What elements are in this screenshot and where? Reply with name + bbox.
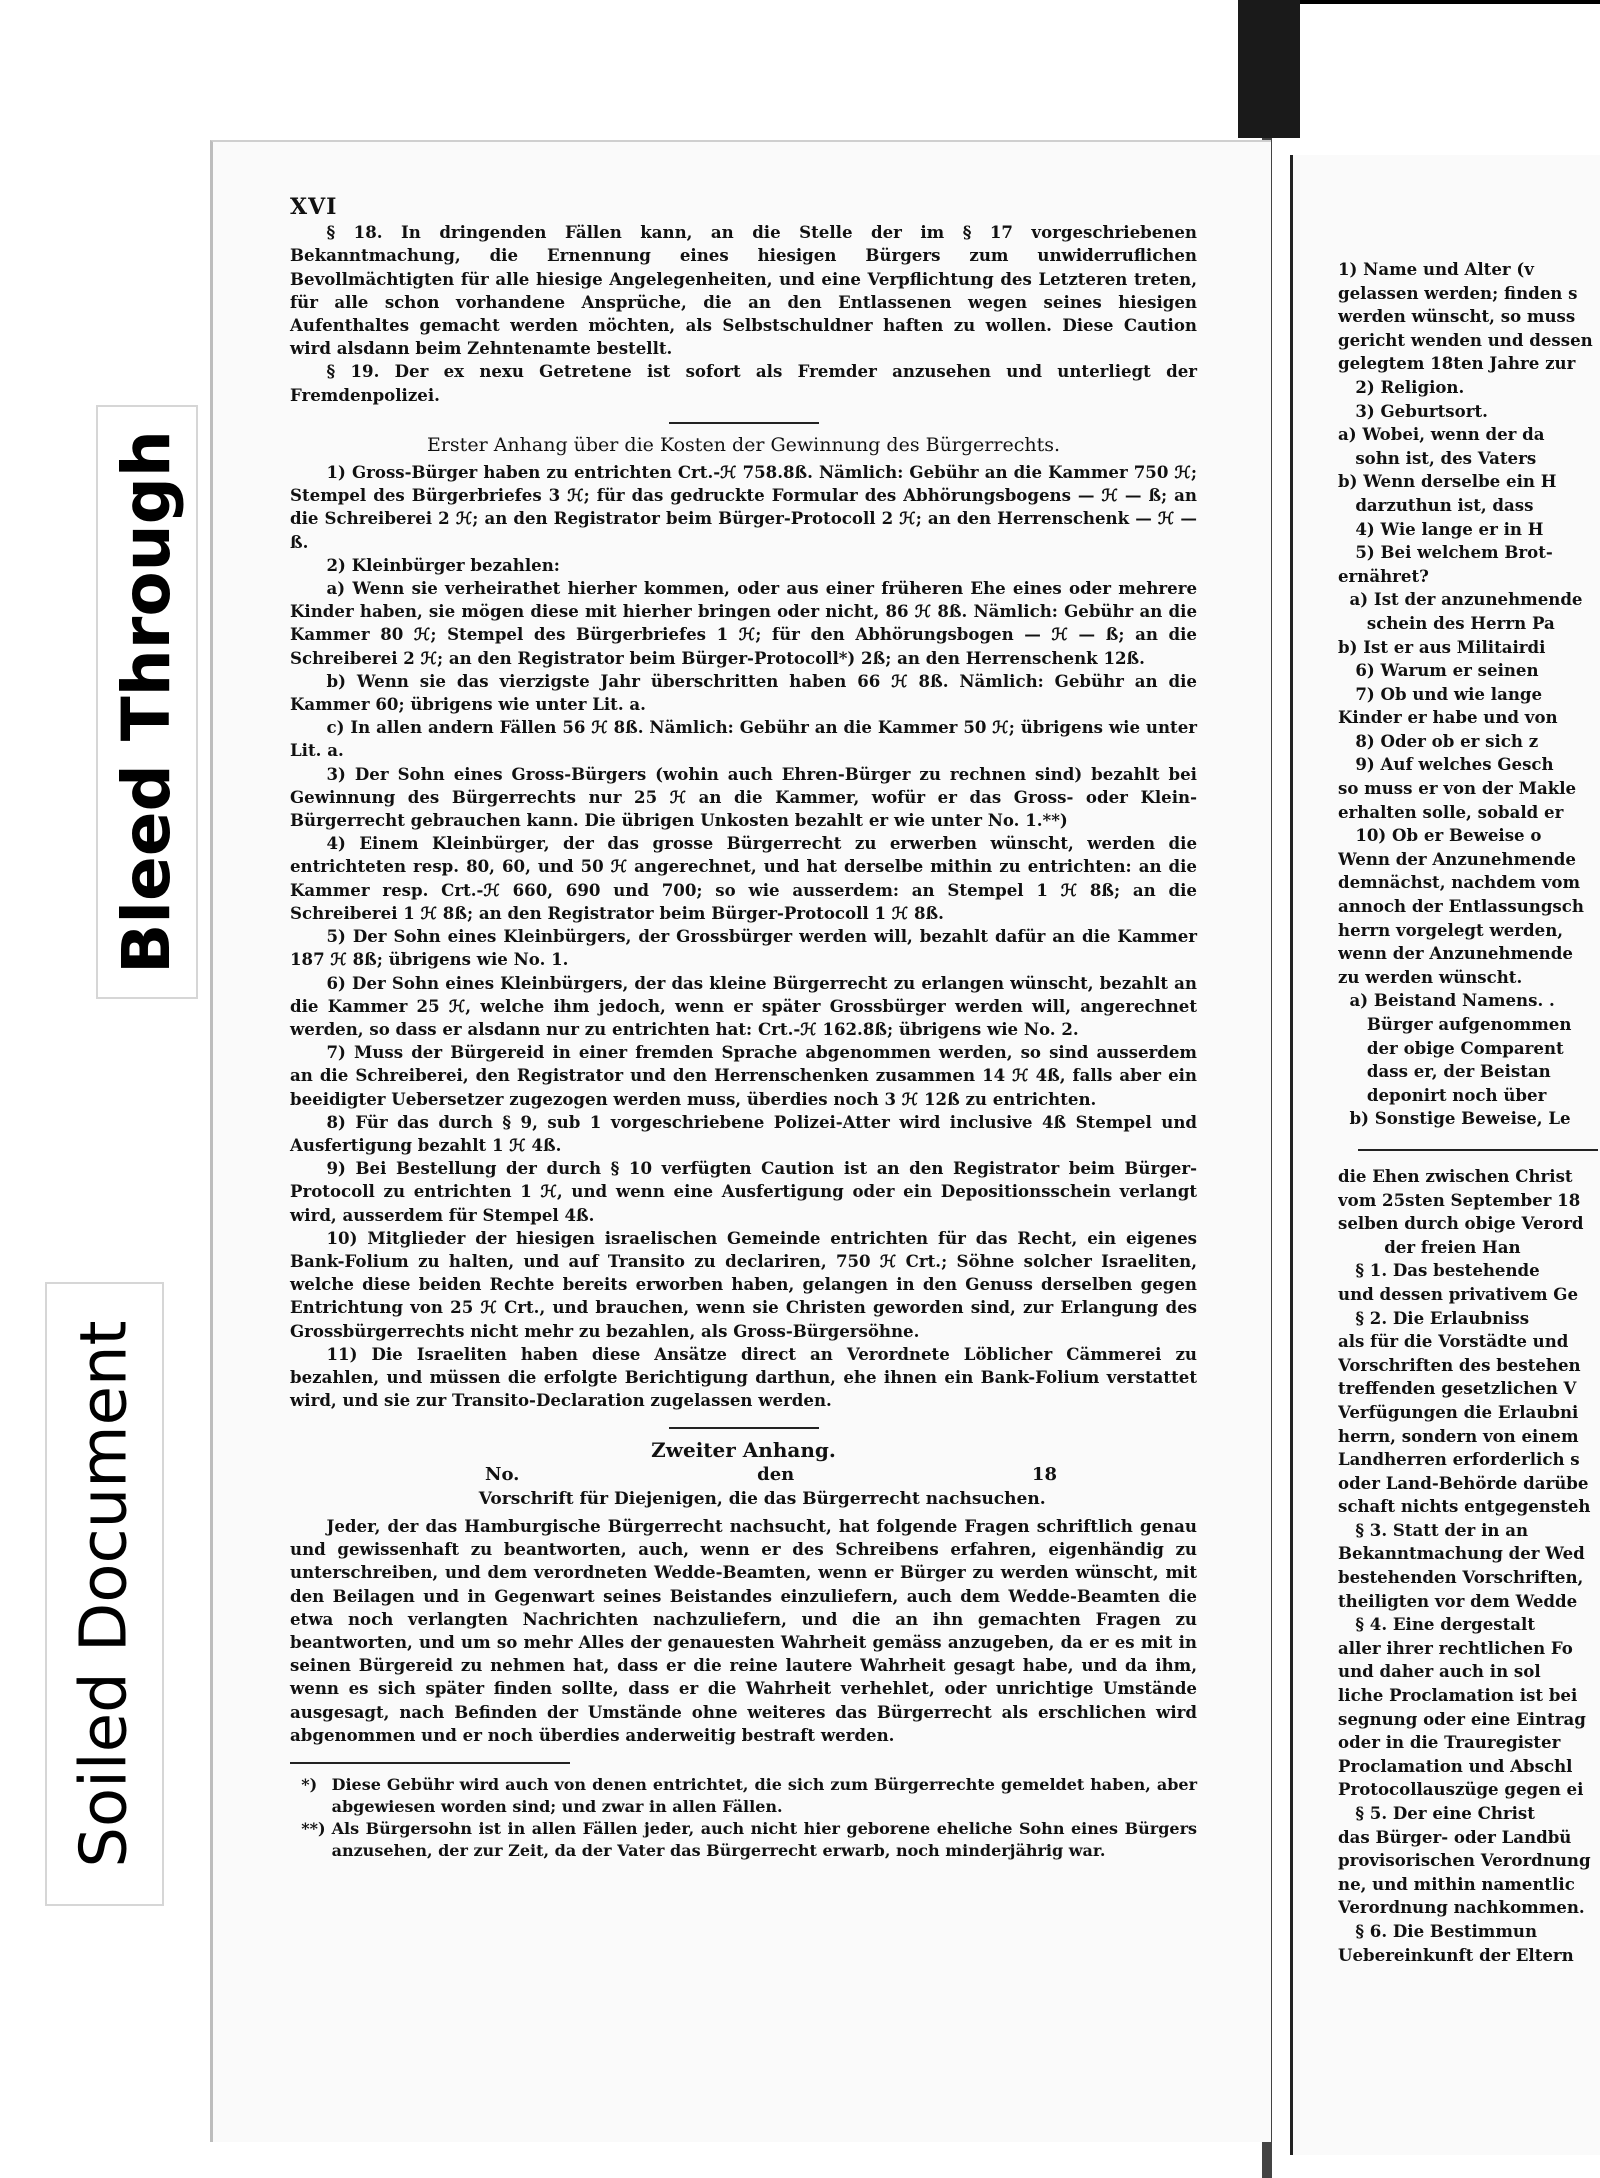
- text-line: § 2. Die Erlaubniss: [1338, 1307, 1530, 1328]
- section-divider-2: [669, 1427, 819, 1429]
- text-line: das Bürger- oder Landbü: [1338, 1826, 1572, 1847]
- text-line: b) Sonstige Beweise, Le: [1338, 1108, 1571, 1129]
- instruction-paragraph: Jeder, der das Hamburgische Bürgerrecht nachsucht, hat folgende Fragen schriftlich genau und gewissenhaft zu beantworten, auch, wenn er des Schreibens erfahren, eigenhändig zu unterschreiben, und dem verordneten Wedde-Beamten, wenn er Bürger zu werden wünscht, mit den Beilagen und in Gegenwart seines Beistandes einzuliefern, auch dem Wedde-Beamten die etwa noch verlangten Nachrichten nachzuliefern, und die an ihn gemachten Fragen zu beantworten, und um so mehr Alles der genauesten Wahrheit gemäss anzugeben, da er es mit in seinen Bürgereid zu nehmen hat, dass er die reine lautere Wahrheit gesagt habe, und da ihm, wenn es sich später finden sollte, dass er die Wahrheit verhehlet, oder unrichtige Umstände ausgesagt, nach Befinden der Umstände ohne weiteres das Bürgerrecht als erschlichen wird abgenommen und er noch überdies anderweitig bestraft werden.: [290, 1515, 1197, 1745]
- text-line: vom 25sten September 18: [1338, 1189, 1581, 1210]
- text-line: b) Ist er aus Militairdi: [1338, 636, 1546, 657]
- text-line: oder in die Trauregister: [1338, 1732, 1561, 1753]
- footnote-mark: *): [301, 1775, 318, 1794]
- text-line: 10) Ob er Beweise o: [1338, 825, 1542, 846]
- intro-paragraphs: [290, 221, 1197, 407]
- cost-paragraph: b) Wenn sie das vierzigste Jahr überschritten haben 66 ℋ 8ß. Nämlich: Gebühr an die Kammer 60; übrigens wie unter Lit. a.: [290, 670, 1197, 715]
- text-line: § 6. Die Bestimmun: [1338, 1920, 1538, 1941]
- first-appendix-paragraphs: [290, 461, 1197, 1412]
- text-line: Verfügungen die Erlaubni: [1338, 1401, 1579, 1422]
- text-line: segnung oder eine Eintrag: [1338, 1708, 1586, 1729]
- text-line: b) Wenn derselbe ein H: [1338, 471, 1557, 492]
- footnotes: [290, 1774, 1197, 1862]
- cost-paragraph: 6) Der Sohn eines Kleinbürgers, der das kleine Bürgerrecht zu erlangen wünscht, bezahlt an die Kammer 25 ℋ, welche ihm jedoch, wenn er später Grossbürger werden will, angerechnet werden, so dass er alsdann nur zu entrichten hat: Crt.-ℋ 162.8ß; übrigens wie No. 2.: [290, 972, 1197, 1039]
- text-line: Wenn der Anzunehmende: [1338, 848, 1576, 869]
- right-page-text: [1338, 258, 1600, 1967]
- text-line: a) Wobei, wenn der da: [1338, 424, 1545, 445]
- paragraph: § 19. Der ex nexu Getretene ist sofort als Fremder anzusehen und unterliegt der Fremdenpolizei.: [290, 361, 1197, 405]
- form-number-line: [290, 1463, 1197, 1486]
- instruction-heading: Vorschrift für Diejenigen, die das Bürgerrecht nachsuchen.: [478, 1488, 1046, 1509]
- page-number: XVI: [290, 194, 338, 220]
- text-line: 4) Wie lange er in H: [1338, 518, 1544, 539]
- right-page-bottom-lines: [1338, 1165, 1600, 1967]
- bleed-through-tag: [96, 405, 198, 999]
- text-line: herrn vorgelegt werden,: [1338, 919, 1564, 940]
- paragraph: § 18. In dringenden Fällen kann, an die Stelle der im § 17 vorgeschriebenen Bekanntmachung, die Ernennung eines hiesigen Bürgers zum unwiderruflichen Bevollmächtigten für alle hiesige Angelegenheiten, und eine Verpflichtung des Letzteren treten, für alle schon vorhandene Ansprüche, die an den Entlassenen wegen seines hiesigen Aufenthaltes gemacht werden möchten, als Selbstschuldner haften zu wollen. Diese Caution wird alsdann beim Zehntenamte bestellt.: [290, 222, 1197, 359]
- no-label: No.: [485, 1463, 520, 1485]
- text-line: 3) Geburtsort.: [1338, 400, 1488, 421]
- cost-paragraph: 5) Der Sohn eines Kleinbürgers, der Grossbürger werden will, bezahlt dafür an die Kammer 187 ℋ 8ß; übrigens wie No. 1.: [290, 926, 1197, 970]
- text-line: § 5. Der eine Christ: [1338, 1803, 1535, 1823]
- text-line: die Ehen zwischen Christ: [1338, 1165, 1573, 1186]
- first-appendix-heading: Erster Anhang über die Kosten der Gewinnung des Bürgerrechts.: [426, 433, 1061, 456]
- cost-paragraph: 11) Die Israeliten haben diese Ansätze direct an Verordnete Löblicher Cämmerei zu bezahlen, und müssen die erfolgte Berichtigung darthun, ehe ihnen ein Bank-Folium verstattet wird, und sie zur Transito-Declaration zugelassen werden.: [290, 1343, 1197, 1411]
- text-line: liche Proclamation ist bei: [1338, 1685, 1578, 1706]
- text-line: treffenden gesetzlichen V: [1338, 1378, 1577, 1399]
- text-line: gericht wenden und dessen: [1338, 329, 1593, 350]
- text-line: und dessen privativem Ge: [1338, 1283, 1579, 1304]
- text-line: der obige Comparent: [1338, 1037, 1564, 1058]
- cost-paragraph: 1) Gross-Bürger haben zu entrichten Crt.-ℋ 758.8ß. Nämlich: Gebühr an die Kammer 750 ℋ; Stempel des Bürgerbriefes 3 ℋ; für das gedruckte Formular des Abhörungsbogens — ℋ — ß; an die Schreiberei 2 ℋ; an den Registrator beim Bürger-Protocoll 2 ℋ; an den Herrenschenk — ℋ — ß.: [290, 462, 1197, 552]
- text-line: Bekanntmachung der Wed: [1338, 1543, 1585, 1564]
- text-line: gelegtem 18ten Jahre zur: [1338, 353, 1576, 374]
- text-line: 9) Auf welches Gesch: [1338, 754, 1554, 775]
- text-line: bestehenden Vorschriften,: [1338, 1567, 1584, 1588]
- text-line: werden wünscht, so muss: [1338, 306, 1576, 327]
- top-edge: [1300, 0, 1600, 4]
- text-line: provisorischen Verordnung: [1338, 1850, 1591, 1871]
- binding-shadow: [1238, 0, 1300, 138]
- soiled-document-label: Soiled Document: [67, 1320, 142, 1868]
- text-line: § 4. Eine dergestalt: [1338, 1614, 1536, 1635]
- text-line: 2) Religion.: [1338, 376, 1465, 397]
- text-line: Proclamation und Abschl: [1338, 1755, 1573, 1776]
- cost-paragraph: a) Wenn sie verheirathet hierher kommen, oder aus einer früheren Ehe eines oder mehrere Kinder haben, sie mögen diese mit hierher bringen oder nicht, 86 ℋ 8ß. Nämlich: Gebühr an die Kammer 80 ℋ; Stempel des Bürgerbriefes 1 ℋ; für den Abhörungsbogen — ℋ — ß; an die Schreiberei 2 ℋ; an den Registrator beim Bürger-Protocoll*) 2ß; an den Herrenschenk 12ß.: [290, 578, 1197, 668]
- text-line: als für die Vorstädte und: [1338, 1331, 1569, 1352]
- right-page-top-lines: [1338, 258, 1600, 1131]
- text-line: gelassen werden; finden s: [1338, 282, 1578, 303]
- text-line: 6) Warum er seinen: [1338, 660, 1539, 681]
- bleed-through-label: Bleed Through: [108, 430, 186, 974]
- second-appendix-heading: Zweiter Anhang.: [651, 1438, 836, 1463]
- text-line: der freien Han: [1338, 1236, 1521, 1257]
- footnote: [290, 1774, 1197, 1818]
- text-line: Protocollauszüge gegen ei: [1338, 1779, 1584, 1800]
- text-line: theiligten vor dem Wedde: [1338, 1590, 1578, 1611]
- text-line: schein des Herrn Pa: [1338, 612, 1555, 633]
- text-line: Landherren erforderlich s: [1338, 1449, 1580, 1470]
- text-line: deponirt noch über: [1338, 1084, 1547, 1105]
- text-line: Vorschriften des bestehen: [1338, 1354, 1581, 1375]
- text-line: Bürger aufgenommen: [1338, 1014, 1572, 1034]
- text-line: ernähret?: [1338, 565, 1429, 586]
- text-line: oder Land-Behörde darübe: [1338, 1472, 1589, 1493]
- right-divider: [1358, 1149, 1598, 1151]
- footnote-text: Als Bürgersohn ist in allen Fällen jeder, auch nicht hier geborene eheliche Sohn eines Bürgers anzusehen, der zur Zeit, da der Vater das Bürgerrecht erwarb, noch minderjährig war.: [331, 1819, 1197, 1860]
- cost-paragraph: 10) Mitglieder der hiesigen israelischen Gemeinde entrichten für das Recht, ein eigenes Bank-Folium zu halten, und auf Transito zu declariren, 750 ℋ Crt.; Söhne solcher Israeliten, welche diese beiden Rechte bereits erworben haben, gelangen in den Genuss derselben gegen Entrichtung von 25 ℋ Crt., und brauchen, wenn sie Christen geworden sind, zur Erlangung des Grossbürgerrechts nicht mehr zu bezahlen, als Gross-Bürgersöhne.: [290, 1227, 1197, 1341]
- text-line: ne, und mithin namentlic: [1338, 1873, 1575, 1894]
- text-line: erhalten solle, sobald er: [1338, 801, 1564, 822]
- text-line: a) Beistand Namens. .: [1338, 990, 1555, 1011]
- footnote: [290, 1818, 1197, 1862]
- cost-paragraph: c) In allen andern Fällen 56 ℋ 8ß. Nämlich: Gebühr an die Kammer 50 ℋ; übrigens wie unter Lit. a.: [290, 717, 1197, 761]
- footnote-text: Diese Gebühr wird auch von denen entrichtet, die sich zum Bürgerrechte gemeldet haben, aber abgewiesen worden sind; und zwar in allen Fällen.: [331, 1775, 1197, 1816]
- text-line: Uebereinkunft der Eltern: [1338, 1944, 1574, 1965]
- text-line: sohn ist, des Vaters: [1338, 447, 1537, 468]
- cost-paragraph: 3) Der Sohn eines Gross-Bürgers (wohin auch Ehren-Bürger zu rechnen sind) bezahlt bei Gewinnung des Bürgerrechts nur 25 ℋ an die Kammer, wofür er das Gross- oder Klein-Bürgerrecht gebrauchen kann. Die übrigen Unkosten bezahlt er wie unter No. 1.**): [290, 763, 1197, 831]
- den-label: den: [757, 1463, 795, 1485]
- text-line: selben durch obige Verord: [1338, 1213, 1584, 1234]
- left-page-text: [290, 196, 1197, 1862]
- text-line: Kinder er habe und von: [1338, 707, 1558, 728]
- text-line: annoch der Entlassungsch: [1338, 896, 1584, 917]
- text-line: Verordnung nachkommen.: [1338, 1897, 1585, 1918]
- cost-paragraph: 2) Kleinbürger bezahlen:: [326, 554, 560, 575]
- text-line: wenn der Anzunehmende: [1338, 943, 1573, 964]
- text-line: § 1. Das bestehende: [1338, 1260, 1540, 1281]
- text-line: demnächst, nachdem vom: [1338, 872, 1581, 893]
- text-line: dass er, der Beistan: [1338, 1061, 1551, 1082]
- text-line: herrn, sondern von einem: [1338, 1425, 1579, 1446]
- footnote-rule: [290, 1762, 570, 1764]
- text-line: darzuthun ist, dass: [1338, 494, 1534, 515]
- soiled-document-tag: [45, 1282, 164, 1906]
- text-line: § 3. Statt der in an: [1338, 1519, 1529, 1540]
- year-label: 18: [1031, 1463, 1057, 1485]
- text-line: aller ihrer rechtlichen Fo: [1338, 1637, 1573, 1658]
- text-line: 5) Bei welchem Brot-: [1338, 542, 1553, 563]
- text-line: a) Ist der anzunehmende: [1338, 589, 1583, 610]
- text-line: schaft nichts entgegensteh: [1338, 1496, 1591, 1517]
- cost-paragraph: 8) Für das durch § 9, sub 1 vorgeschriebene Polizei-Atter wird inclusive 4ß Stempel und Ausfertigung bezahlt 1 ℋ 4ß.: [290, 1111, 1197, 1155]
- section-divider: [669, 422, 819, 424]
- second-appendix-paragraphs: [290, 1515, 1197, 1747]
- text-line: so muss er von der Makle: [1338, 778, 1577, 799]
- text-line: zu werden wünscht.: [1338, 966, 1523, 987]
- text-line: und daher auch in sol: [1338, 1661, 1541, 1682]
- text-line: 7) Ob und wie lange: [1338, 683, 1543, 704]
- cost-paragraph: 7) Muss der Bürgereid in einer fremden Sprache abgenommen werden, so sind ausserdem an die Schreiberei, den Registrator und den Herrenschenken zusammen 14 ℋ 4ß, falls aber ein beeidigter Uebersetzer zugezogen werden muss, überdies noch 3 ℋ 12ß zu entrichten.: [290, 1042, 1197, 1109]
- cost-paragraph: 4) Einem Kleinbürger, der das grosse Bürgerrecht zu erwerben wünscht, werden die entrichteten resp. 80, 60, und 50 ℋ angerechnet, und hat derselbe mithin zu entrichten: an die Kammer resp. Crt.-ℋ 660, 690 und 700; so wie ausserdem: an Stempel 1 ℋ 8ß; an die Schreiberei 1 ℋ 8ß; an den Registrator beim Bürger-Protocoll 1 ℋ 8ß.: [290, 833, 1197, 923]
- footnote-mark: **): [301, 1819, 326, 1838]
- text-line: 1) Name und Alter (v: [1338, 259, 1534, 279]
- cost-paragraph: 9) Bei Bestellung der durch § 10 verfügten Caution ist an den Registrator beim Bürger-Protocoll zu entrichten 1 ℋ, und wenn eine Ausfertigung oder ein Depositionsschein verlangt wird, ausserdem für Stempel 4ß.: [290, 1158, 1197, 1225]
- text-line: 8) Oder ob er sich z: [1338, 730, 1539, 751]
